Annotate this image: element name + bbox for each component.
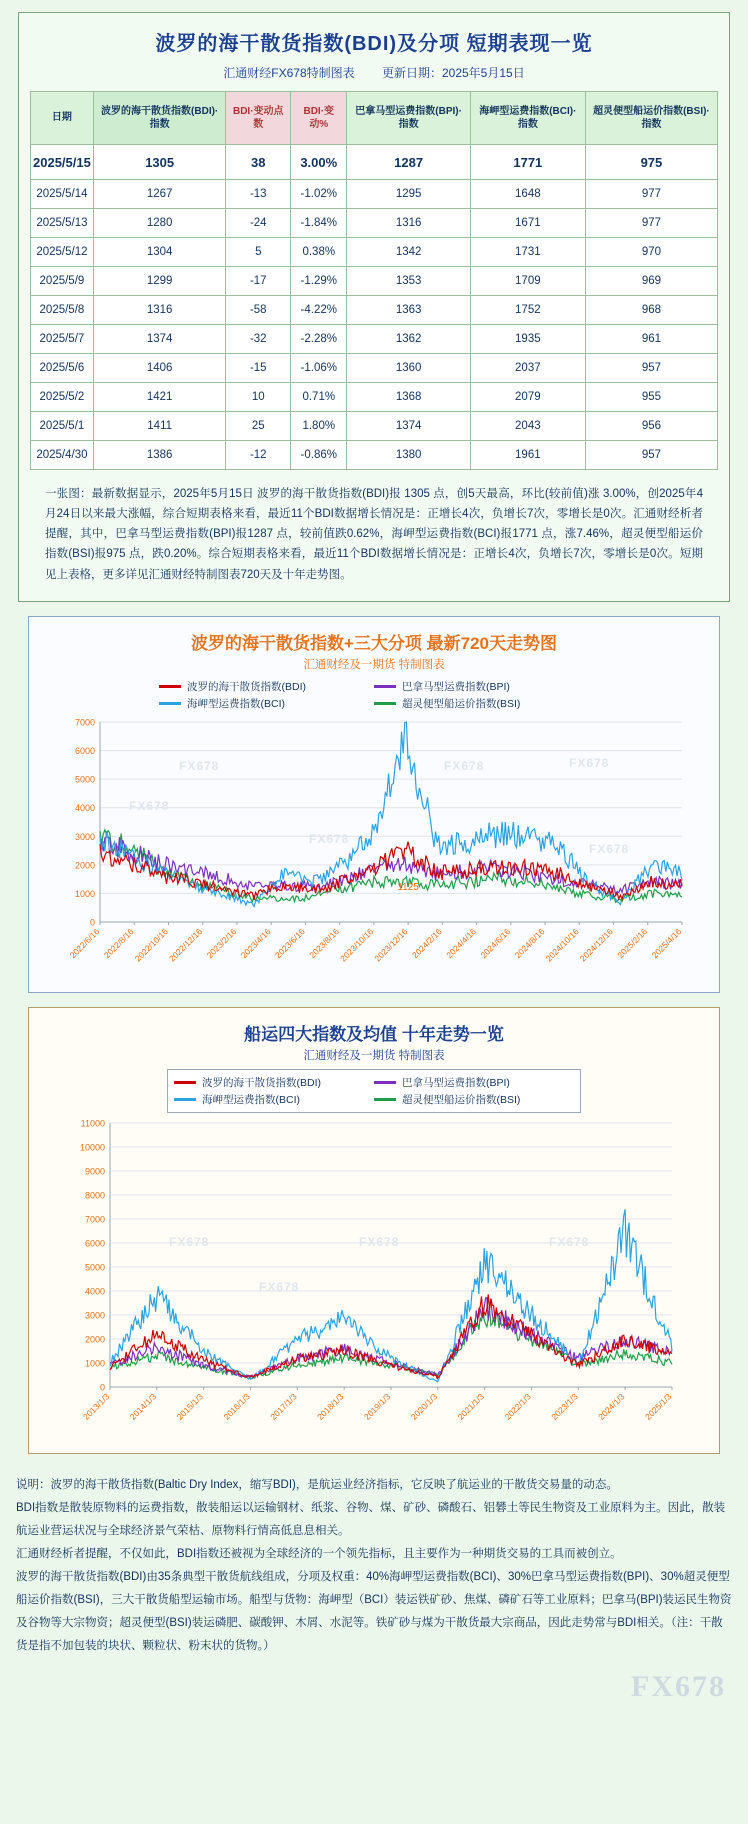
source-label: 汇通财经FX678特制图表 [223,66,355,80]
legend-label: 巴拿马型运费指数(BPI) [402,680,510,693]
legend-item [174,1075,374,1090]
legend-swatch [374,702,396,705]
row-bsi: 961 [585,325,717,354]
row-date: 2025/5/6 [31,354,94,383]
description-block [0,1468,748,1668]
legend-swatch [174,1081,196,1084]
row-bci: 1961 [470,441,585,470]
row-bci: 2079 [470,383,585,412]
table-row [31,412,718,441]
row-bpi: 1363 [347,296,470,325]
watermark-text: FX678 [259,1279,300,1294]
table-row [31,145,718,180]
watermark-text: FX678 [169,1234,210,1249]
svg-text:2023/4/16: 2023/4/16 [238,925,273,960]
row-bci: 1648 [470,180,585,209]
row-bci: 2043 [470,412,585,441]
row-bsi: 957 [585,441,717,470]
row-bdi-change: -32 [226,325,291,354]
row-bdi: 1406 [93,354,226,383]
svg-text:2025/2/16: 2025/2/16 [615,925,650,960]
chart-720d-panel [28,616,720,993]
legend-item [374,679,589,694]
table-row [31,383,718,412]
row-bdi-pct: -1.29% [291,267,347,296]
row-bdi-change: 25 [226,412,291,441]
legend-swatch [374,1081,396,1084]
svg-text:0: 0 [89,917,95,928]
svg-text:2023/12/16: 2023/12/16 [372,925,410,964]
row-bdi: 1305 [93,145,226,180]
row-bdi: 1374 [93,325,226,354]
row-bsi: 956 [585,412,717,441]
svg-text:2025/1/3: 2025/1/3 [642,1390,674,1422]
svg-text:2014/1/3: 2014/1/3 [127,1390,159,1422]
svg-text:2021/1/3: 2021/1/3 [455,1390,487,1422]
row-bsi: 975 [585,145,717,180]
row-date: 2025/5/14 [31,180,94,209]
row-bpi: 1316 [347,209,470,238]
col-bdi-change-points: BDI·变动点数 [226,92,291,145]
update-date-label: 更新日期：2025年5月15日 [381,66,525,80]
svg-text:2015/1/3: 2015/1/3 [174,1390,206,1422]
svg-text:2020/1/3: 2020/1/3 [408,1390,440,1422]
row-bci: 1771 [470,145,585,180]
row-bdi-change: -15 [226,354,291,383]
legend-label: 波罗的海干散货指数(BDI) [202,1076,321,1089]
svg-text:3000: 3000 [74,831,95,842]
legend-label: 超灵便型船运价指数(BSI) [402,1093,521,1106]
svg-text:2024/1/3: 2024/1/3 [596,1390,627,1422]
row-bsi: 977 [585,209,717,238]
row-bdi-change: -58 [226,296,291,325]
row-bpi: 1380 [347,441,470,470]
row-bci: 1709 [470,267,585,296]
watermark-text: FX678 [129,798,170,813]
row-bdi: 1280 [93,209,226,238]
table-row [31,441,718,470]
legend-item [374,1075,574,1090]
row-bsi: 969 [585,267,717,296]
watermark-text: FX678 [549,1234,590,1249]
svg-text:6000: 6000 [74,745,95,756]
row-bdi-change: -24 [226,209,291,238]
col-bci: 海岬型运费指数(BCI)·指数 [470,92,585,145]
row-bdi-pct: -2.28% [291,325,347,354]
svg-text:2025/4/16: 2025/4/16 [649,925,684,960]
page-title: 波罗的海干散货指数(BDI)及分项 短期表现一览 [155,33,593,55]
svg-text:2023/8/16: 2023/8/16 [307,925,342,960]
svg-text:2022/6/16: 2022/6/16 [67,925,102,960]
description-line: 说明：波罗的海干散货指数(Baltic Dry Index，缩写BDI)，是航运业经济指标，它反映了航运业的干散货交易量的动态。 [16,1478,618,1491]
svg-text:7000: 7000 [84,1214,105,1225]
row-bdi-change: -13 [226,180,291,209]
svg-text:2024/10/16: 2024/10/16 [543,925,581,964]
row-bdi-change: -17 [226,267,291,296]
row-bdi-pct: 3.00% [291,145,347,180]
row-bdi-change: 10 [226,383,291,412]
row-date: 2025/5/7 [31,325,94,354]
row-bdi-pct: -1.84% [291,209,347,238]
svg-text:2024/12/16: 2024/12/16 [577,925,615,964]
row-bdi-change: 5 [226,238,291,267]
legend-swatch [374,685,396,688]
row-bdi-pct: -4.22% [291,296,347,325]
row-bdi-pct: 0.71% [291,383,347,412]
svg-text:2022/1/3: 2022/1/3 [502,1390,533,1422]
svg-text:1000: 1000 [74,888,95,899]
col-bdi: 波罗的海干散货指数(BDI)·指数 [93,92,226,145]
legend-label: 波罗的海干散货指数(BDI) [187,680,306,693]
svg-text:1125: 1125 [397,881,419,893]
svg-text:7000: 7000 [74,717,95,728]
row-bci: 2037 [470,354,585,383]
col-date: 日期 [31,92,94,145]
row-bpi: 1368 [347,383,470,412]
row-bdi-change: -12 [226,441,291,470]
table-note: 一张图：最新数据显示，2025年5月15日 波罗的海干散货指数(BDI)报 1305 点，创5天最高，环比(较前值)涨 3.00%，创2025年4月24日以来最大涨幅，综合短期表格来看，最近11个BDI数据增长情况是：正增长4次，负增长7次，零增长是0次。汇通财经析者提醒，其中，巴拿马型运费指数(BPI)报1287 点，较前值跌0.62%，海岬型运费指数(BCI)报1771 点，涨7.46%，超灵便型船运价指数(BSI)报975 点，跌0.20%。综合短期表格来看，最近11个BDI数据增长情况是：正增长4次，负增长7次，零增长是0次。短期见上表格，更多详见汇通财经特制图表720天及十年走势图。 [45,488,703,581]
svg-text:2022/12/16: 2022/12/16 [166,925,205,964]
table-body [31,145,718,470]
legend-label: 巴拿马型运费指数(BPI) [402,1076,510,1089]
legend-item [374,1092,574,1107]
chart-720d-title: 波罗的海干散货指数+三大分项 最新720天走势图 [190,633,557,653]
row-date: 2025/5/2 [31,383,94,412]
svg-text:5000: 5000 [84,1262,105,1273]
row-bpi: 1287 [347,145,470,180]
row-bdi: 1411 [93,412,226,441]
legend-item [159,679,374,694]
row-bsi: 968 [585,296,717,325]
row-bdi-change: 38 [226,145,291,180]
row-bdi-pct: -1.02% [291,180,347,209]
svg-text:2013/1/3: 2013/1/3 [80,1390,112,1422]
chart-720d-legend [159,678,589,712]
panel-subtitle [19,62,729,91]
row-bsi: 957 [585,354,717,383]
svg-text:2023/1/3: 2023/1/3 [549,1390,580,1422]
row-bdi-pct: 0.38% [291,238,347,267]
legend-swatch [159,702,181,705]
chart-10y-title: 船运四大指数及均值 十年走势一览 [244,1024,504,1044]
legend-item [374,696,589,711]
legend-item [174,1092,374,1107]
row-bpi: 1342 [347,238,470,267]
row-date: 2025/4/30 [31,441,94,470]
svg-text:2018/1/3: 2018/1/3 [315,1390,346,1422]
svg-text:8000: 8000 [84,1190,105,1201]
row-bdi: 1316 [93,296,226,325]
description-line: BDI指数是散装原物料的运费指数，散装船运以运输钢材、纸浆、谷物、煤、矿砂、磷酸石、铝礬土等民生物资及工业原料为主。因此，散装航运业营运状况与全球经济景气荣枯、原物料行情高低息息相关。 [16,1501,726,1537]
svg-text:2024/2/16: 2024/2/16 [409,925,444,960]
col-bpi: 巴拿马型运费指数(BPI)·指数 [347,92,470,145]
svg-text:2023/6/16: 2023/6/16 [273,925,307,960]
description-line: 汇通财经析者提醒，不仅如此，BDI指数还被视为全球经济的一个领先指标，且主要作为一种期货交易的工具而被创立。 [16,1547,622,1560]
table-head [31,92,718,145]
row-bdi-pct: -1.06% [291,354,347,383]
svg-text:3000: 3000 [84,1310,105,1321]
svg-text:2017/1/3: 2017/1/3 [268,1390,299,1422]
legend-swatch [159,685,181,688]
description-line: 波罗的海干散货指数(BDI)由35条典型干散货航线组成，分项及权重：40%海岬型运费指数(BCI)、30%巴拿马型运费指数(BPI)、30%超灵便型船运价指数(BSI)，三大干散货船型运输市场。船型与货物：海岬型（BCI）装运铁矿砂、焦煤、磷矿石等工业原料；巴拿马(BPI)装运民生物资及谷物等大宗物资；超灵便型(BSI)装运磷肥、碳酸钾、木屑、水泥等。铁矿砂与煤为干散货最大宗商品，因此走势常与BDI相关。（注：干散货是指不加包装的块状、颗粒状、粉末状的货物。） [16,1570,732,1652]
chart-720d-svg [54,714,694,984]
chart-10y-plot [29,1115,719,1445]
svg-text:5000: 5000 [74,774,95,785]
col-bdi-change-pct: BDI·变动% [291,92,347,145]
table-row [31,267,718,296]
row-bpi: 1360 [347,354,470,383]
watermark-text: FX678 [359,1234,400,1249]
svg-text:4000: 4000 [74,802,95,813]
watermark-text: FX678 [589,841,630,856]
legend-label: 海岬型运费指数(BCI) [202,1093,300,1106]
row-bdi-pct: -0.86% [291,441,347,470]
table-row [31,354,718,383]
row-bpi: 1362 [347,325,470,354]
chart-10y-svg [64,1115,684,1445]
table-row [31,180,718,209]
svg-text:2019/1/3: 2019/1/3 [361,1390,393,1422]
row-bci: 1935 [470,325,585,354]
row-date: 2025/5/15 [31,145,94,180]
row-bsi: 955 [585,383,717,412]
legend-label: 海岬型运费指数(BCI) [187,697,285,710]
svg-text:4000: 4000 [84,1286,105,1297]
svg-text:2023/2/16: 2023/2/16 [204,925,239,960]
row-bsi: 977 [585,180,717,209]
svg-text:1000: 1000 [84,1358,105,1369]
table-row [31,238,718,267]
watermark-text: FX678 [309,831,350,846]
watermark-text: FX678 [179,758,220,773]
svg-text:2023/10/16: 2023/10/16 [338,925,376,964]
svg-text:2016/1/3: 2016/1/3 [221,1390,252,1422]
row-bdi: 1386 [93,441,226,470]
svg-text:2000: 2000 [84,1334,105,1345]
row-bpi: 1295 [347,180,470,209]
watermark-text: FX678 [569,755,610,770]
svg-text:2022/8/16: 2022/8/16 [101,925,136,960]
svg-text:2024/6/16: 2024/6/16 [478,925,513,960]
legend-label: 超灵便型船运价指数(BSI) [402,697,521,710]
row-bdi: 1267 [93,180,226,209]
svg-text:9000: 9000 [84,1166,105,1177]
row-bci: 1731 [470,238,585,267]
chart-720d-plot [29,714,719,984]
row-bdi: 1421 [93,383,226,412]
svg-text:2024/4/16: 2024/4/16 [444,925,479,960]
legend-swatch [374,1098,396,1101]
row-bci: 1752 [470,296,585,325]
chart-10y-subtitle: 汇通财经及一期货 特制图表 [303,1049,445,1062]
table-header-row [31,92,718,145]
svg-text:2022/10/16: 2022/10/16 [132,925,170,964]
bdi-table [30,91,718,470]
svg-text:6000: 6000 [84,1238,105,1249]
row-bpi: 1374 [347,412,470,441]
col-bsi: 超灵便型船运价指数(BSI)·指数 [585,92,717,145]
svg-text:0: 0 [99,1382,105,1393]
svg-text:10000: 10000 [79,1142,105,1153]
table-row [31,209,718,238]
table-row [31,325,718,354]
row-bci: 1671 [470,209,585,238]
row-date: 2025/5/8 [31,296,94,325]
row-date: 2025/5/13 [31,209,94,238]
legend-item [159,696,374,711]
row-bdi-pct: 1.80% [291,412,347,441]
legend-swatch [174,1098,196,1101]
bdi-table-panel [18,12,730,602]
row-bdi: 1299 [93,267,226,296]
row-bpi: 1353 [347,267,470,296]
watermark-text: FX678 [444,758,485,773]
row-date: 2025/5/1 [31,412,94,441]
footer-watermark: FX678 [631,1669,726,1703]
page-root [0,12,748,1722]
svg-text:11000: 11000 [80,1118,105,1129]
row-bdi: 1304 [93,238,226,267]
svg-text:2024/8/16: 2024/8/16 [512,925,547,960]
row-date: 2025/5/9 [31,267,94,296]
row-bsi: 970 [585,238,717,267]
chart-10y-panel [28,1007,720,1454]
chart-10y-legend [167,1069,581,1113]
table-row [31,296,718,325]
svg-text:2000: 2000 [74,859,95,870]
chart-720d-subtitle: 汇通财经及一期货 特制图表 [303,658,445,671]
row-date: 2025/5/12 [31,238,94,267]
